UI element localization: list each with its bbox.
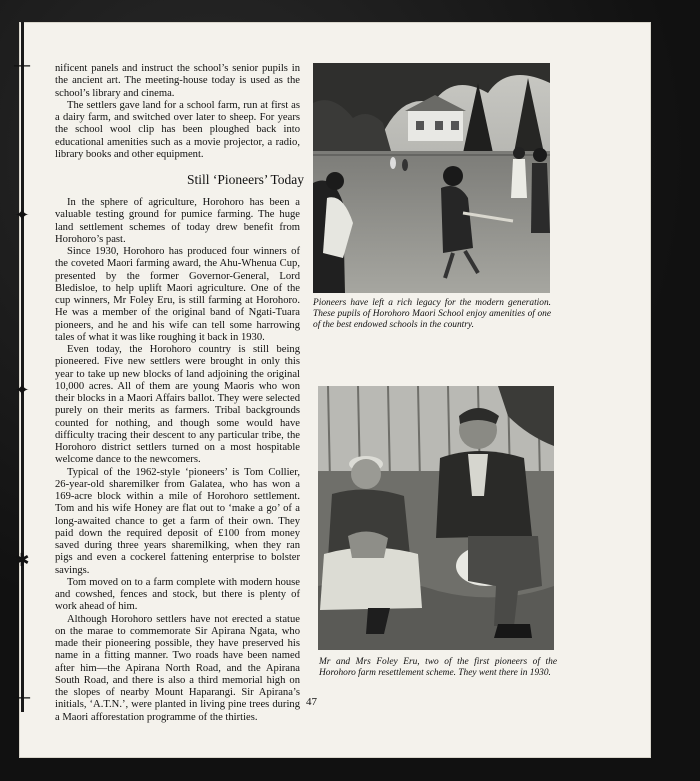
page-number: 47 — [306, 696, 317, 708]
photo-school-pupils — [313, 63, 550, 293]
school-pupils-illustration — [313, 63, 550, 293]
paragraph: Although Horohoro settlers have not erected a statue on the marae to commemorate Sir Apirana Ngata, who made their pioneering possible, they have preserved his name in a fitting manner. Two roads have been named after him—the Apirana North Road, and the Apirana South Road, and there is also a third memorial high on the slopes of nearby Mount Haparangi. Sir Apirana’s initials, ‘A.T.N.’, were planted in living pine trees during a Maori afforestation programme of the thirties. — [55, 613, 300, 723]
binding-stitch-icon: ✱ — [14, 550, 30, 571]
paragraph: Typical of the 1962-style ‘pioneers’ is Tom Collier, 26-year-old sharemilker from Galatea, who has won a 169-acre block within a mile of Horohoro settlement. Tom and his wife Honey are flat out to ‘make a go’ of a long-awaited chance to get a farm of their own. They paid down the required deposit of £100 from money saved during three years sharemilking, when they ran pigs and even a cockerel fattening enterprise to bolster savings. — [55, 466, 300, 576]
paragraph: Since 1930, Horohoro has produced four winners of the coveted Maori farming award, the Ahu-Whenua Cup, presented by the former Governor-General, Lord Bledisloe, to help uplift Maori agriculture. One of the cup winners, Mr Foley Eru, is still farming at Horohoro. He was a member of the original band of Ngati-Tuara pioneers, and he and his wife can tell some harrowing tales of what it was like roughing it back in 1930. — [55, 246, 300, 343]
binding-stitch-icon: ✦ — [14, 205, 30, 226]
text-column-main — [55, 197, 300, 724]
photo-caption-top: Pioneers have left a rich legacy for the modern generation. These pupils of Horohoro Maori School enjoy amenities of one of the best endowed schools in the country. — [313, 298, 551, 330]
paragraph: In the sphere of agriculture, Horohoro has been a valuable testing ground for pumice farming. The huge land settlement schemes of today drew benefit from Horohoro’s past. — [55, 197, 300, 245]
binding-stitch-icon: — — [13, 55, 31, 76]
section-heading: Still ‘Pioneers’ Today — [186, 172, 304, 187]
photo-caption-bottom: Mr and Mrs Foley Eru, two of the first pioneers of the Horohoro farm resettlement scheme. They went there in 1930. — [319, 657, 557, 678]
paragraph: Tom moved on to a farm complete with modern house and cowshed, fences and stock, but there is plenty of work ahead of him. — [55, 576, 300, 613]
foley-eru-illustration — [318, 386, 554, 650]
paragraph: Even today, the Horohoro country is still being pioneered. Five new settlers were brought in only this year to take up new blocks of land adjoining the original 10,000 acres. All of them are young Maoris who won their blocks in a Maori Affairs ballot. They were selected purely on their merits as farmers. Tribal backgrounds counted for nothing, and though some would have difficulty tracing their descent to any particular tribe, the Horohoro district settlers turned on a most hospitable welcome dance to the newcomers. — [55, 344, 300, 466]
binding-edge — [21, 22, 24, 712]
text-column-top — [55, 63, 300, 161]
paragraph: nificent panels and instruct the school’s senior pupils in the ancient art. The meeting-house today is used as the school’s library and cinema. — [55, 63, 300, 99]
photo-foley-eru — [318, 386, 554, 650]
binding-stitch-icon: ✦ — [14, 380, 30, 401]
paragraph: The settlers gave land for a school farm, run at first as a dairy farm, and switched over later to sheep. For years the school wool clip has been ploughed back into educational amenities such as a movie projector, a radio, library books and other equipment. — [55, 99, 300, 160]
binding-stitch-icon: — — [13, 687, 31, 708]
